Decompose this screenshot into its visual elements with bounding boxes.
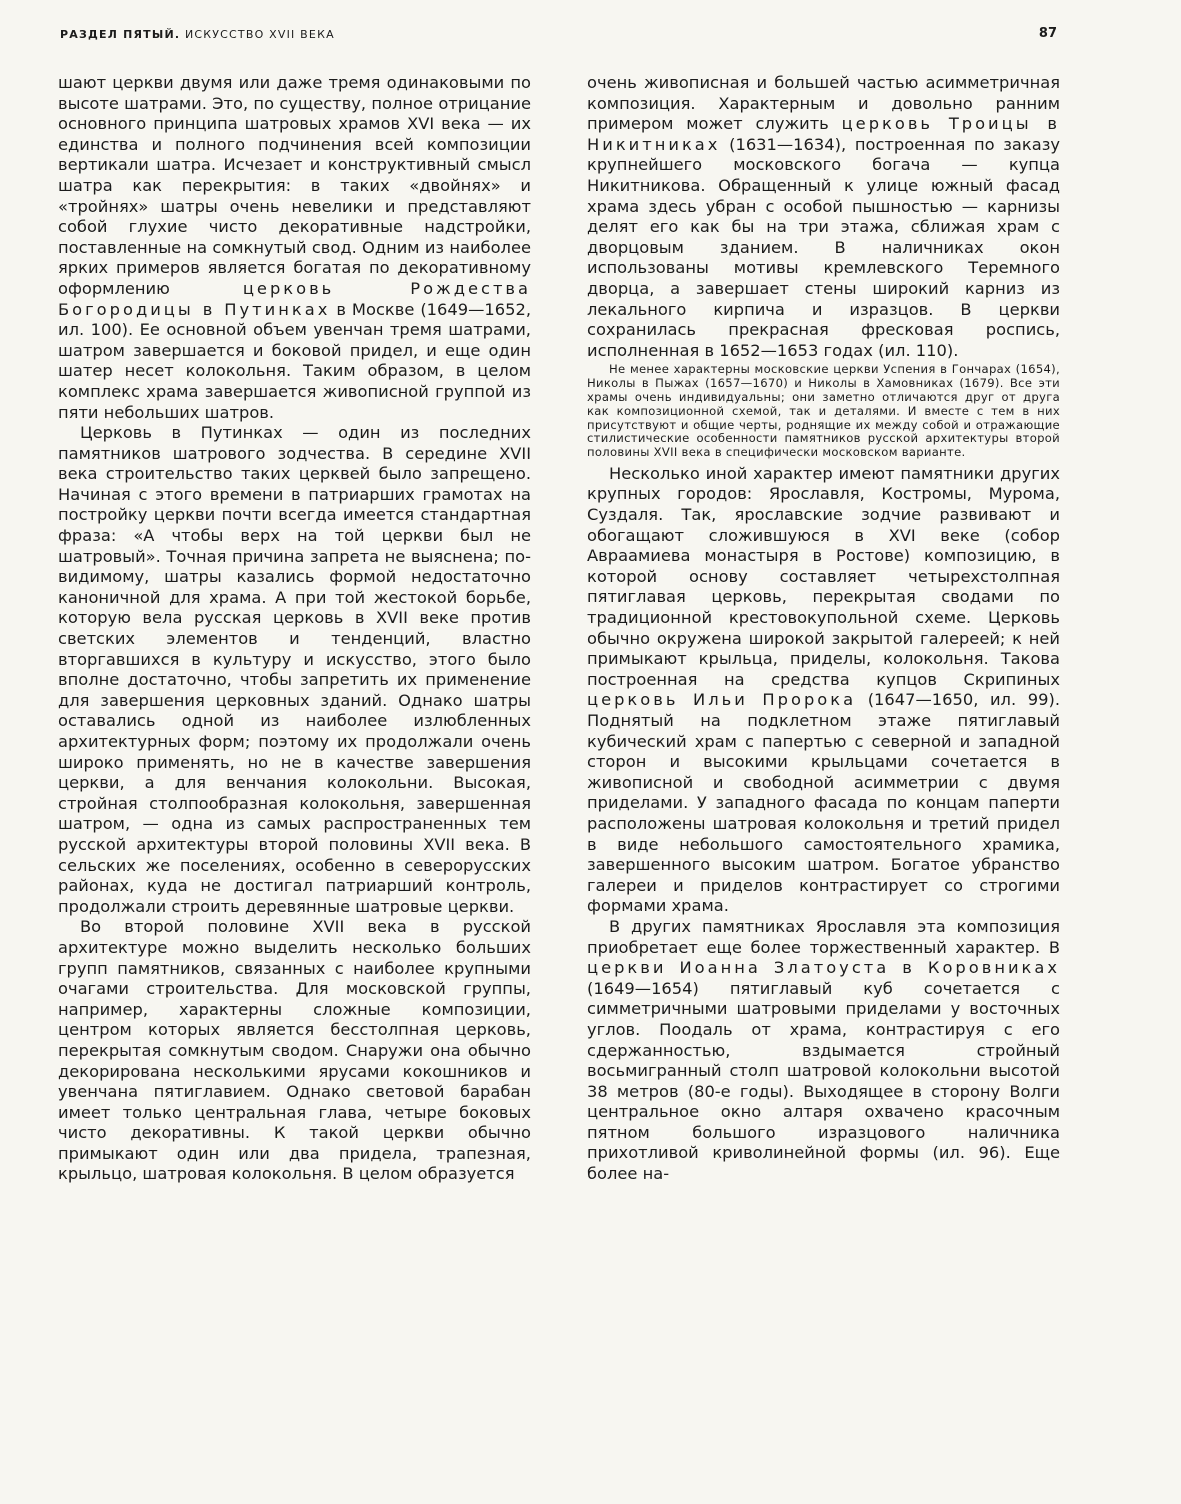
- right-column: [587, 73, 1060, 1185]
- section-label: РАЗДЕЛ ПЯТЫЙ.: [60, 28, 181, 41]
- paragraph: [587, 73, 1060, 361]
- page-number: 87: [1038, 26, 1057, 41]
- text: шают церкви двумя или даже тремя одинаковыми по высоте шатрами. Это, по существу, полное отрицание основного принципа шатровых храмов XVI века — их единства и полного подчинения всей композиции вертикали шатра. Исчезает и конструктивный смысл шатра как перекрытия: в таких «двойнях» и «тройнях» шатры очень невелики и представляют собой глухие чисто декоративные надстройки, поставленные на сомкнутый свод. Одним из наиболее ярких примеров является богатая по декоративному оформлению: [58, 73, 531, 298]
- text: в Москве (1649—1652, ил. 100). Ее основной объем увенчан тремя шатрами, шатром завершается и боковой придел, и еще один шатер несет колокольня. Таким образом, в целом комплекс храма завершается живописной группой из пяти небольших шатров.: [58, 299, 532, 422]
- left-column: [58, 73, 531, 1185]
- spaced-text: церковь Рождества Богородицы в Путинках: [58, 278, 531, 319]
- paragraph: [58, 73, 531, 423]
- paragraph: Церковь в Путинках — один из последних памятников шатрового зодчества. В середине XVII века строительство таких церквей было запрещено. Начиная с этого времени в патриарших грамотах на постройку церкви почти всегда имеется стандартная фраза: «А чтобы верх на той церкви был не шатровый». Точная причина запрета не выяснена; по-видимому, шатры казались формой недостаточно каноничной для храма. А при той жестокой борьбе, которую вела русская церковь в XVII веке против светских элементов и тенденций, властно вторгавшихся в культуру и искусство, этого было вполне достаточно, чтобы запретить их применение для завершения церковных зданий. Однако шатры оставались одной из наиболее излюбленных архитектурных форм; поэтому их продолжали очень широко применять, но не в качестве завершения церкви, а для венчания колокольни. Высокая, стройная столпообразная колокольня, завершенная шатром, — одна из самых распространенных тем русской архитектуры второй половины XVII века. В сельских же поселениях, особенно в северорусских районах, куда не достигал патриарший контроль, продолжали строить деревянные шатровые церкви.: [58, 423, 531, 916]
- text: (1631—1634), построенная по заказу крупнейшего московского богача — купца Никитникова. Обращенный к улице южный фасад храма здесь убран с особой пышностью — карнизы делят его как бы на три этажа, сближая храм с дворцовым зданием. В наличниках окон использованы мотивы кремлевского Теремного дворца, а завершает стены широкий карниз из лекального кирпича и изразцов. В церкви сохранилась прекрасная фресковая роспись, исполненная в 1652—1653 годах (ил. 110).: [587, 134, 1060, 360]
- small-print-note: Не менее характерны московские церкви Успения в Гончарах (1654), Николы в Пыжах (1657—1670) и Николы в Хамовниках (1679). Все эти храмы очень индивидуальны; они заметно отличаются друг от друга как композиционной схемой, так и деталями. И вместе с тем в них присутствуют и общие черты, роднящие их между собой и отражающие стилистические особенности памятников русской архитектуры второй половины XVII века в специфически московском варианте.: [587, 362, 1060, 460]
- text: (1649—1654) пятиглавый куб сочетается с симметричными шатровыми приделами у восточных углов. Поодаль от храма, контрастируя с его сдержанностью, вздымается стройный восьмигранный столп шатровой колокольни высотой 38 метров (80-е годы). Выходящее в сторону Волги центральное окно алтаря охвачено красочным пятном большого изразцового наличника прихотливой криволинейной формы (ил. 96). Еще более на-: [587, 978, 1060, 1184]
- spaced-text: церковь Троицы в Никитниках: [587, 114, 1060, 154]
- text: В других памятниках Ярославля эта композиция приобретает еще более торжественный характер. В: [587, 916, 1060, 957]
- paragraph: Во второй половине XVII века в русской архитектуре можно выделить несколько больших групп памятников, связанных с наиболее крупными очагами строительства. Для московской группы, например, характерны сложные композиции, центром которых является бесстолпная церковь, перекрытая сомкнутым сводом. Снаружи она обычно декорирована несколькими ярусами кокошников и увенчана пятиглавием. Однако световой барабан имеет только центральная глава, четыре боковых чисто декоративны. К такой церкви обычно примыкают один или два придела, трапезная, крыльцо, шатровая колокольня. В целом образуется: [58, 917, 531, 1184]
- spaced-text: церкви Иоанна Златоуста в Коровниках: [587, 958, 1060, 978]
- paragraph: [587, 917, 1060, 1185]
- text: (1647—1650, ил. 99). Поднятый на подклетном этаже пятиглавый кубический храм с папертью с северной и западной сторон и высокими крыльцами сочетается в живописной и свободной асимметрии с двумя приделами. У западного фасада по концам паперти расположены шатровая колокольня и третий придел в виде небольшого самостоятельного храмика, завершенного высоким шатром. Богатое убранство галереи и приделов контрастирует со строгими формами храма.: [587, 690, 1060, 916]
- text: Несколько иной характер имеют памятники других крупных городов: Ярославля, Костромы, Мурома, Суздаля. Так, ярославские зодчие развивают и обогащают сложившуюся в XVI веке (собор Авраамиева монастыря в Ростове) композицию, в которой основу составляет четырехстолпная пятиглавая церковь, перекрытая сводами по традиционной крестовокупольной схеме. Церковь обычно окружена широкой закрытой галереей; к ней примыкают крыльца, приделы, колокольня. Такова построенная на средства купцов Скрипиных: [587, 463, 1060, 689]
- running-head: [60, 28, 335, 41]
- spaced-text: церковь Ильи Пророка: [587, 690, 857, 710]
- section-title: ИСКУССТВО XVII ВЕКА: [184, 28, 335, 41]
- text: очень живописная и большей частью асимметричная композиция. Характерным и довольно ранним примером может служить: [587, 73, 1060, 134]
- paragraph: [587, 464, 1060, 917]
